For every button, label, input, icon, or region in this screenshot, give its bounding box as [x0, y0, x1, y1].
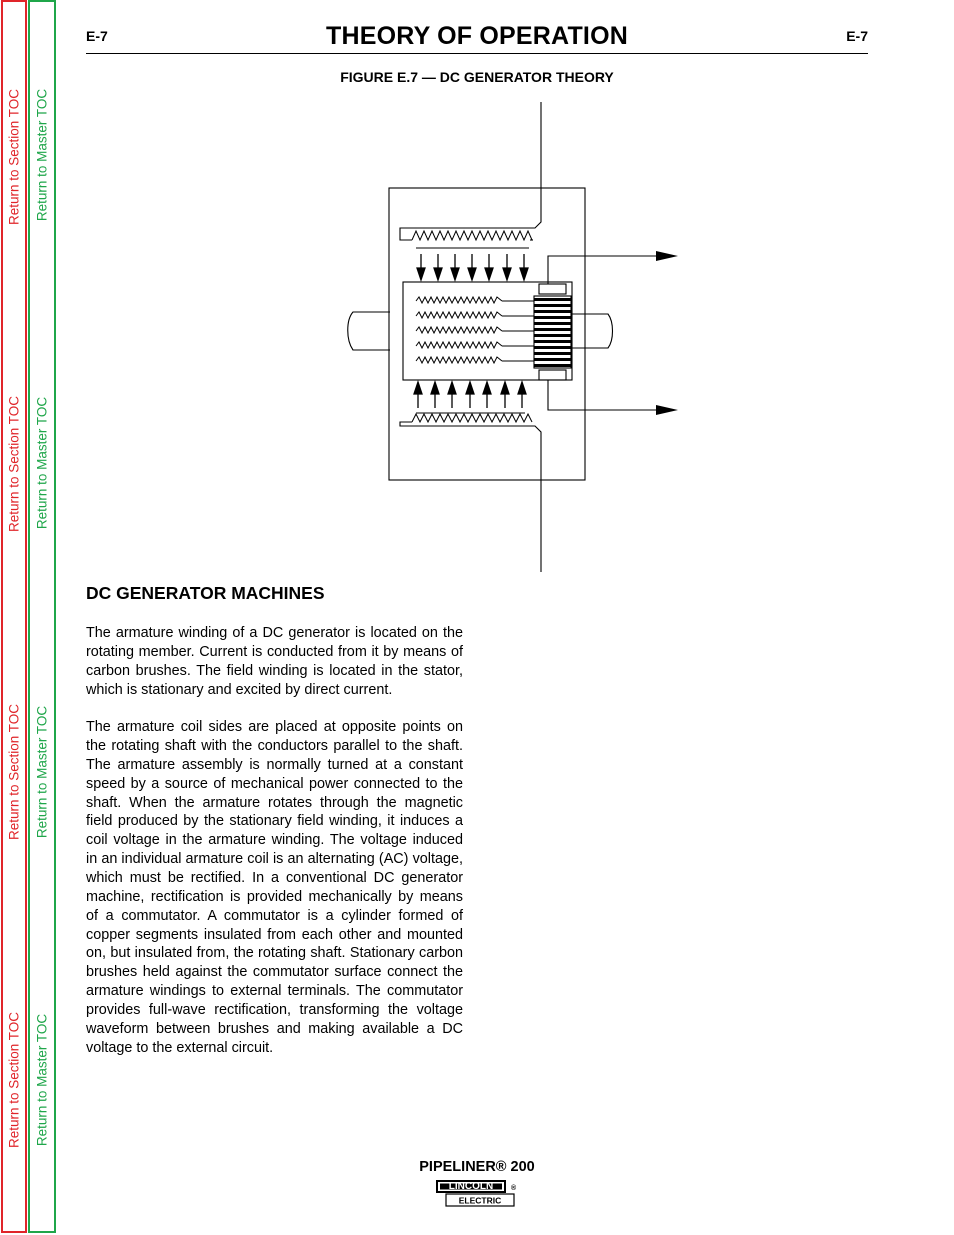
upper-field-coil	[412, 231, 532, 240]
flux-arrows-top	[417, 254, 528, 280]
shaft-right	[572, 314, 613, 348]
master-toc-bar	[28, 0, 56, 1233]
upper-output-arrow	[656, 251, 678, 261]
page-title: THEORY OF OPERATION	[326, 22, 628, 50]
return-to-section-toc-link[interactable]: Return to Section TOC	[6, 703, 22, 841]
dc-generator-diagram	[330, 100, 690, 580]
header-rule	[86, 53, 868, 54]
return-to-master-toc-link[interactable]: Return to Master TOC	[34, 396, 50, 530]
return-to-master-toc-link[interactable]: Return to Master TOC	[34, 88, 50, 222]
paragraph: The armature coil sides are placed at opposite points on the rotating shaft with the conductors parallel to the shaft. The armature assembly is normally turned at a constant speed by a source of mechanical power connected to the shaft. When the armature rotates through the magnetic field produced by the stationary field winding, it induces a coil voltage in the armature winding. The voltage induced in an individual armature coil is an alternating (AC) voltage, which must be rectified. In a conventional DC generator machine, rectification is provided mechanically by means of a commutator. A commutator is a cylinder formed of copper segments insulated from each other and mounted on, but insulated from, the rotating shaft. Stationary carbon brushes held against the commutator surface connect the armature windings to external terminals. The commutator provides full-wave rectification, transforming the voltage waveform between brushes and making available a DC voltage to the external circuit.	[86, 719, 463, 1056]
return-to-section-toc-link[interactable]: Return to Section TOC	[6, 88, 22, 226]
lower-output-lead	[548, 380, 660, 410]
upper-field-lead	[400, 102, 541, 240]
lower-field-lead	[400, 422, 541, 572]
upper-output-lead	[548, 256, 660, 284]
lower-field-coil	[412, 414, 532, 422]
logo-top-text: LINCOLN	[448, 1181, 494, 1192]
return-to-section-toc-link[interactable]: Return to Section TOC	[6, 395, 22, 533]
figure-caption: FIGURE E.7 — DC GENERATOR THEORY	[340, 69, 614, 85]
section-heading: DC GENERATOR MACHINES	[86, 583, 325, 603]
footer-product-name: PIPELINER® 200	[419, 1159, 535, 1175]
logo-bottom-text: ELECTRIC	[458, 1195, 502, 1206]
shaft-left	[348, 312, 390, 350]
return-to-section-toc-link[interactable]: Return to Section TOC	[6, 1011, 22, 1149]
return-to-master-toc-link[interactable]: Return to Master TOC	[34, 1013, 50, 1147]
lower-brush	[539, 370, 566, 380]
page-code-left: E-7	[86, 28, 108, 44]
return-to-master-toc-link[interactable]: Return to Master TOC	[34, 705, 50, 839]
logo-registered-mark: ®	[511, 1185, 517, 1192]
flux-arrows-bottom	[414, 382, 526, 408]
upper-brush	[539, 284, 566, 294]
paragraph: The armature winding of a DC generator is located on the rotating member. Current is conducted from it by means of carbon brushes. The field winding is located in the stator, which is stationary and excited by direct current.	[86, 625, 463, 698]
page-code-right: E-7	[846, 28, 868, 44]
section-toc-bar	[1, 0, 27, 1233]
body-text	[86, 624, 463, 1076]
commutator	[534, 296, 571, 368]
lincoln-electric-logo	[434, 1179, 518, 1209]
lower-output-arrow	[656, 405, 678, 415]
